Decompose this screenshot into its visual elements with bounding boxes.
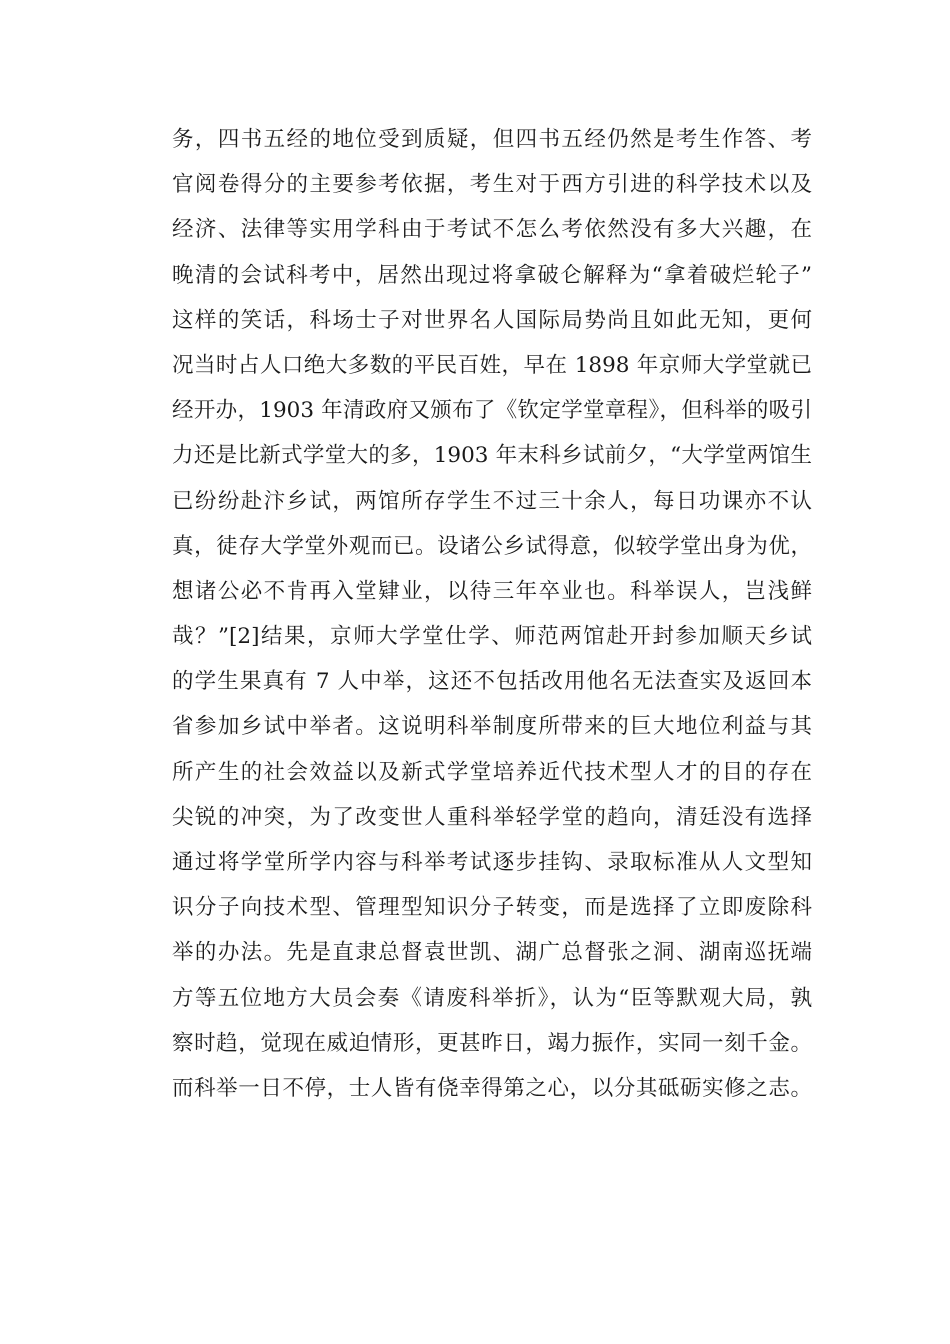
text-line-6: 况当时占人口绝大多数的平民百姓，早在 1898 年京师大学堂就已 [172,352,812,378]
text-line-16: 尖锐的冲突，为了改变世人重科举轻学堂的趋向，清廷没有选择 [172,804,812,830]
text-line-19: 举的办法。先是直隶总督袁世凯、湖广总督张之洞、湖南巡抚端 [172,940,812,966]
text-line-9: 已纷纷赴汴乡试，两馆所存学生不过三十余人，每日功课亦不认 [172,488,812,514]
text-line-3: 经济、法律等实用学科由于考试不怎么考依然没有多大兴趣，在 [172,217,812,243]
text-line-20: 方等五位地方大员会奏《请废科举折》，认为“臣等默观大局，孰 [172,985,812,1011]
text-line-17: 通过将学堂所学内容与科举考试逐步挂钩、录取标准从人文型知 [172,850,812,875]
body-paragraph [172,117,812,1111]
text-line-15: 所产生的社会效益以及新式学堂培养近代技术型人才的目的存在 [172,759,812,785]
text-line-1: 务，四书五经的地位受到质疑，但四书五经仍然是考生作答、考 [172,127,812,152]
text-line-4: 晚清的会试科考中，居然出现过将拿破仑解释为“拿着破烂轮子” [172,262,812,288]
text-line-13: 的学生果真有 7 人中举，这还不包括改用他名无法查实及返回本 [172,669,812,695]
text-line-12: 哉？”[2]结果，京师大学堂仕学、师范两馆赴开封参加顺天乡试 [172,624,812,650]
text-line-7: 经开办，1903 年清政府又颁布了《钦定学堂章程》，但科举的吸引 [172,398,812,424]
text-line-2: 官阅卷得分的主要参考依据，考生对于西方引进的科学技术以及 [172,172,812,198]
text-line-8: 力还是比新式学堂大的多，1903 年末科乡试前夕，“大学堂两馆生 [172,443,812,469]
text-line-18: 识分子向技术型、管理型知识分子转变，而是选择了立即废除科 [172,895,812,921]
text-line-22: 而科举一日不停，士人皆有侥幸得第之心，以分其砥砺实修之志。 [172,1075,812,1101]
text-line-11: 想诸公必不肯再入堂肄业，以待三年卒业也。科举误人，岂浅鲜 [172,578,812,604]
text-line-14: 省参加乡试中举者。这说明科举制度所带来的巨大地位利益与其 [172,714,812,740]
text-line-21: 察时趋，觉现在威迫情形，更甚昨日，竭力振作，实同一刻千金。 [172,1030,812,1056]
text-line-10: 真，徒存大学堂外观而已。设诸公乡试得意，似较学堂出身为优， [172,533,812,559]
text-line-5: 这样的笑话，科场士子对世界名人国际局势尚且如此无知，更何 [172,307,812,333]
